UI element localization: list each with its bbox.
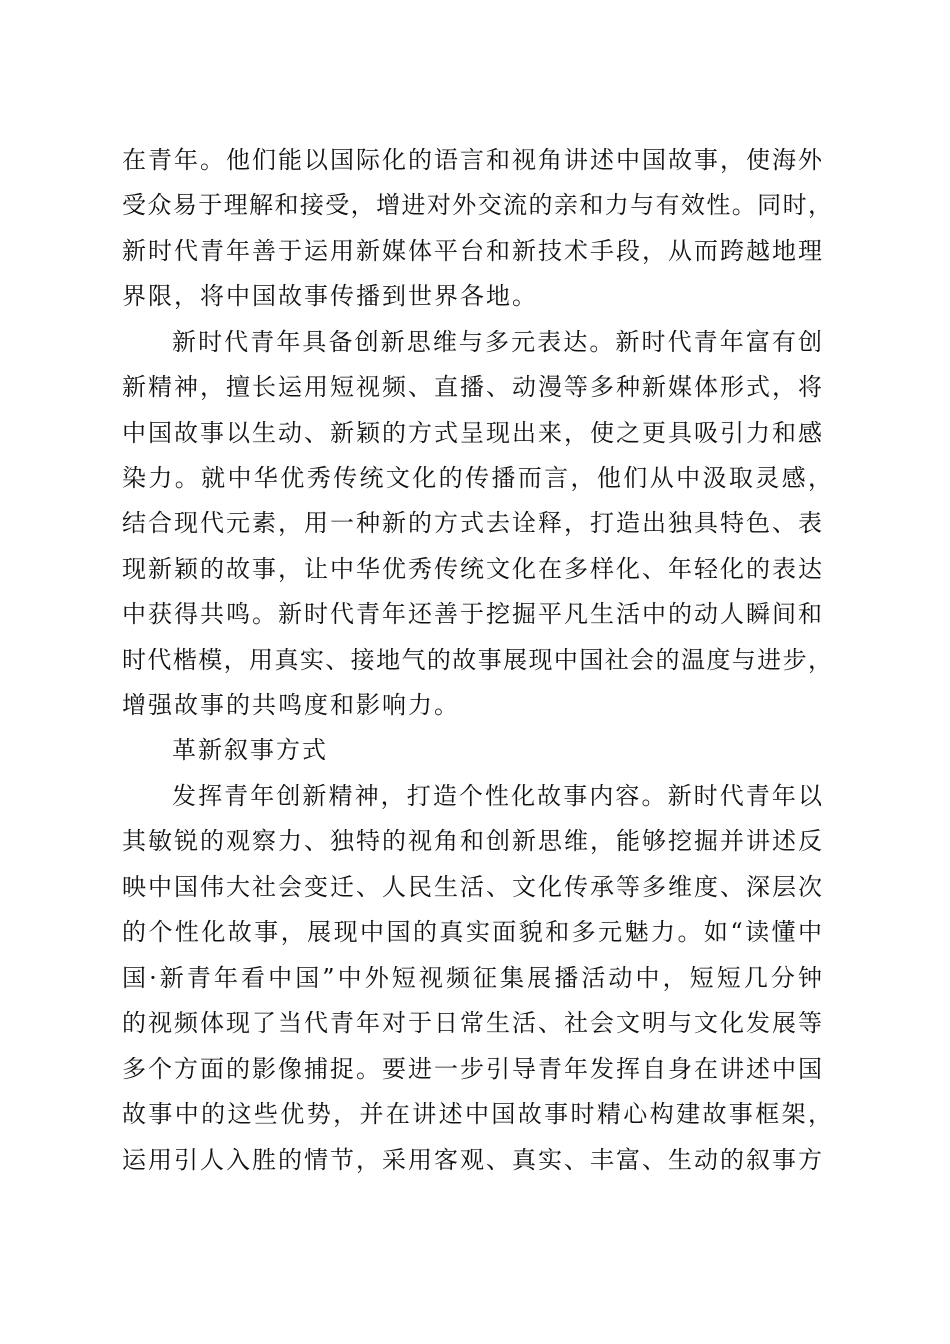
section-heading: 革新叙事方式 xyxy=(172,736,328,764)
text-line: 国·新青年看中国”中外短视频征集展播活动中，短短几分钟 xyxy=(122,964,822,992)
text-line: 映中国伟大社会变迁、人民生活、文化传承等多维度、深层次 xyxy=(122,873,822,901)
text-line: 在青年。他们能以国际化的语言和视角讲述中国故事，使海外 xyxy=(122,146,822,174)
text-line: 染力。就中华优秀传统文化的传播而言，他们从中汲取灵感， xyxy=(122,464,832,492)
text-line: 中获得共鸣。新时代青年还善于挖掘平凡生活中的动人瞬间和 xyxy=(122,600,822,628)
text-line: 新时代青年善于运用新媒体平台和新技术手段，从而跨越地理 xyxy=(122,237,822,265)
paragraph-start-line: 新时代青年具备创新思维与多元表达。新时代青年富有创 xyxy=(172,328,822,356)
text-line: 时代楷模，用真实、接地气的故事展现中国社会的温度与进步， xyxy=(122,646,832,674)
text-line: 增强故事的共鸣度和影响力。 xyxy=(122,691,460,719)
text-line: 其敏锐的观察力、独特的视角和创新思维，能够挖掘并讲述反 xyxy=(122,827,822,855)
text-line: 运用引人入胜的情节，采用客观、真实、丰富、生动的叙事方 xyxy=(122,1146,822,1174)
text-line: 受众易于理解和接受，增进对外交流的亲和力与有效性。同时， xyxy=(122,191,832,219)
text-line: 新精神，擅长运用短视频、直播、动漫等多种新媒体形式，将 xyxy=(122,373,822,401)
paragraph-start-line: 发挥青年创新精神，打造个性化故事内容。新时代青年以 xyxy=(172,782,822,810)
text-line: 多个方面的影像捕捉。要进一步引导青年发挥自身在讲述中国 xyxy=(122,1055,822,1083)
text-line: 故事中的这些优势，并在讲述中国故事时精心构建故事框架， xyxy=(122,1100,832,1128)
text-line: 的个性化故事，展现中国的真实面貌和多元魅力。如“读懂中 xyxy=(122,918,822,946)
text-line: 结合现代元素，用一种新的方式去诠释，打造出独具特色、表 xyxy=(122,509,822,537)
text-line: 的视频体现了当代青年对于日常生活、社会文明与文化发展等 xyxy=(122,1009,822,1037)
text-line: 现新颖的故事，让中华优秀传统文化在多样化、年轻化的表达 xyxy=(122,555,822,583)
text-line: 中国故事以生动、新颖的方式呈现出来，使之更具吸引力和感 xyxy=(122,419,822,447)
text-line: 界限，将中国故事传播到世界各地。 xyxy=(122,282,538,310)
